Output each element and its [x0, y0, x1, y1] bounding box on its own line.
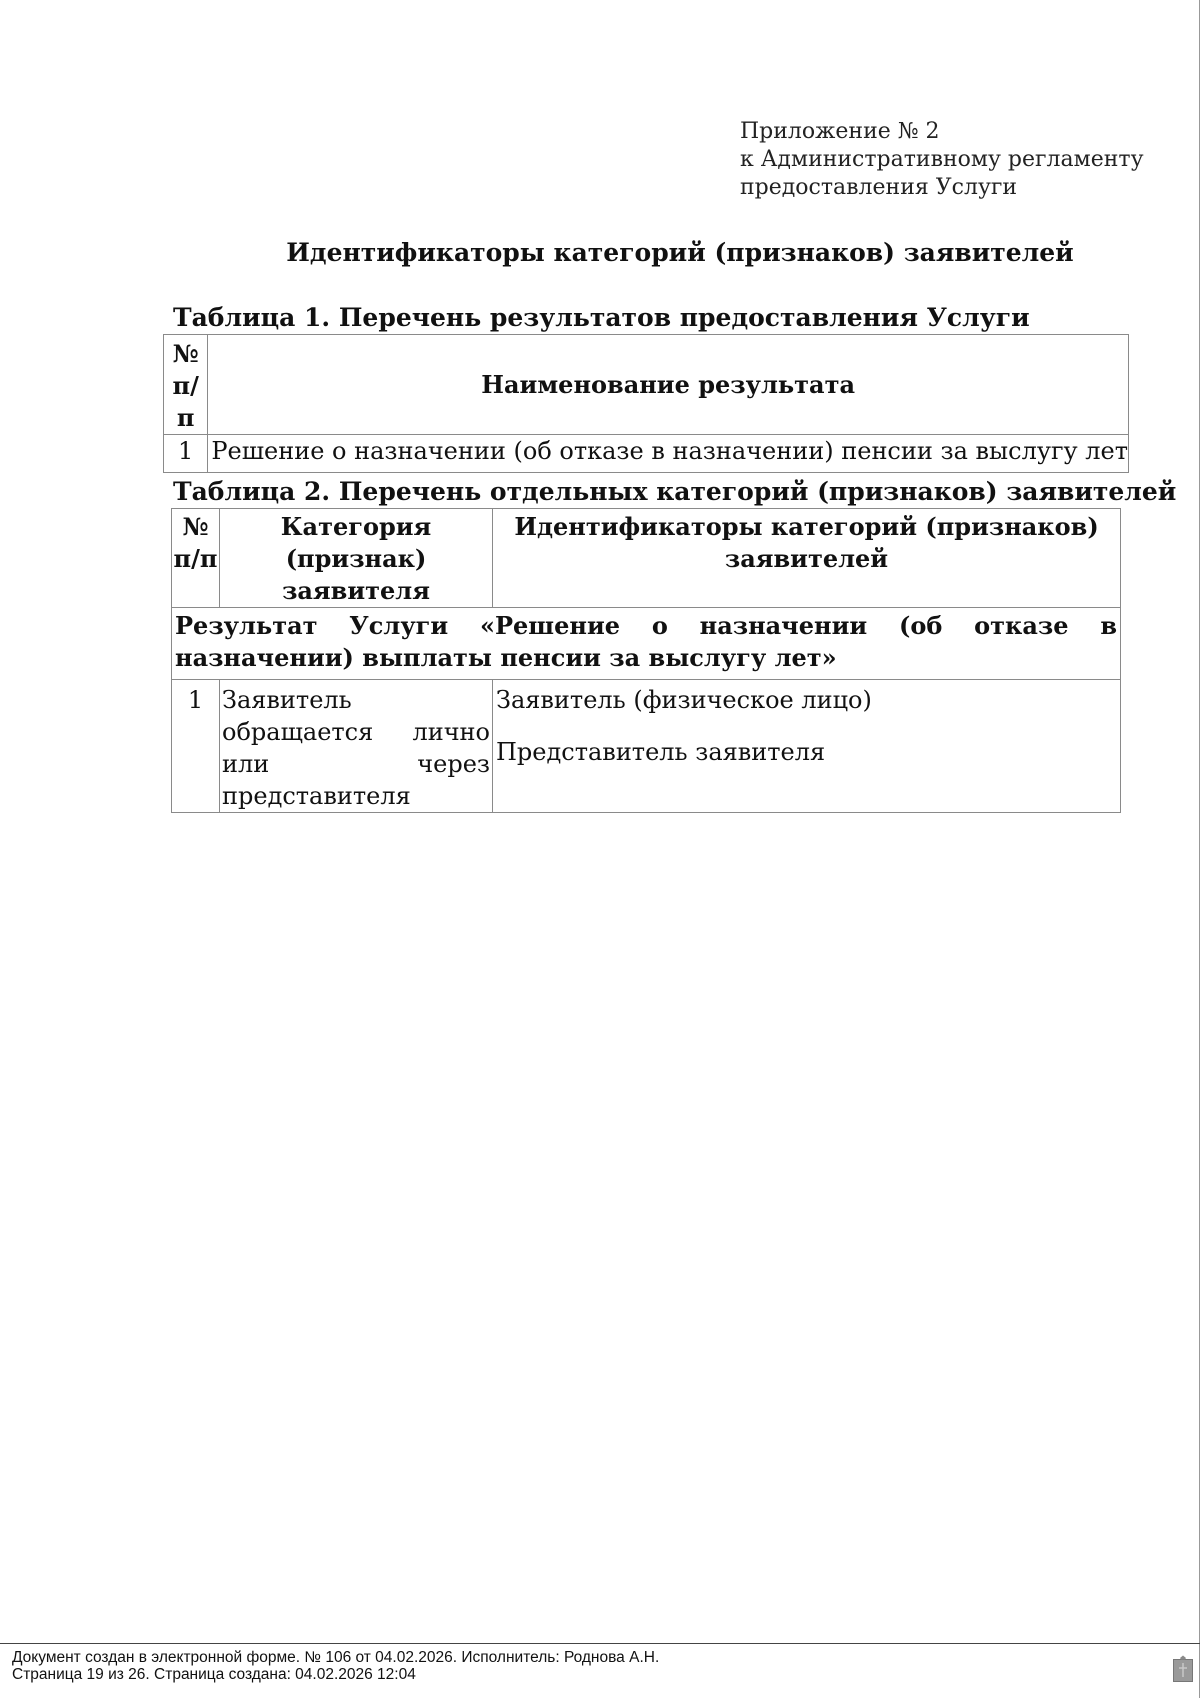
table1-header-row — [164, 335, 1129, 435]
table1-header-num: № п/п — [164, 335, 208, 435]
table2-row-category-line-2: представителя — [222, 782, 411, 810]
table2-caption: Таблица 2. Перечень отдельных категорий (признаков) заявителей — [173, 477, 1177, 506]
appendix-line-3: предоставления Услуги — [740, 175, 1018, 200]
appendix-note — [740, 118, 1144, 202]
table1-header-name: Наименование результата — [208, 335, 1129, 435]
table1-row-text: Решение о назначении (об отказе в назначении) пенсии за выслугу лет — [208, 435, 1129, 473]
table1-row-num: 1 — [164, 435, 208, 473]
coat-of-arms-icon — [1173, 1655, 1193, 1682]
document-title: Идентификаторы категорий (признаков) заявителей — [286, 238, 1074, 267]
table2-result-row — [172, 608, 1121, 680]
footer-divider — [0, 1643, 1200, 1644]
appendix-line-2: к Административному регламенту — [740, 147, 1144, 172]
table2-header-row — [172, 509, 1121, 608]
table1-caption: Таблица 1. Перечень результатов предоставления Услуги — [173, 303, 1030, 332]
results-table — [163, 334, 1129, 473]
table2-header-category: Категория (признак) заявителя — [220, 509, 493, 608]
document-footer — [12, 1649, 659, 1683]
table2-row-category-line-1: Заявитель обращается лично или через — [222, 686, 490, 778]
table2-row-category — [220, 680, 493, 813]
table2-row-identifiers — [493, 680, 1121, 813]
table2-header-num: № п/п — [172, 509, 220, 608]
table2-result-text: Результат Услуги «Решение о назначении (об отказе в назначении) выплаты пенсии за выслугу лет» — [172, 608, 1121, 680]
table2-row-num: 1 — [172, 680, 220, 813]
footer-line-2: Страница 19 из 26. Страница создана: 04.02.2026 12:04 — [12, 1666, 416, 1683]
table-row — [172, 680, 1121, 813]
table2-header-ids: Идентификаторы категорий (признаков) заявителей — [493, 509, 1121, 608]
table-row — [164, 435, 1129, 473]
categories-table — [171, 508, 1121, 813]
table2-row-identifier-1: Заявитель (физическое лицо) — [496, 686, 872, 714]
appendix-line-1: Приложение № 2 — [740, 119, 940, 144]
footer-line-1: Документ создан в электронной форме. № 106 от 04.02.2026. Исполнитель: Роднова А.Н. — [12, 1649, 660, 1666]
table2-row-identifier-2: Представитель заявителя — [496, 738, 826, 766]
